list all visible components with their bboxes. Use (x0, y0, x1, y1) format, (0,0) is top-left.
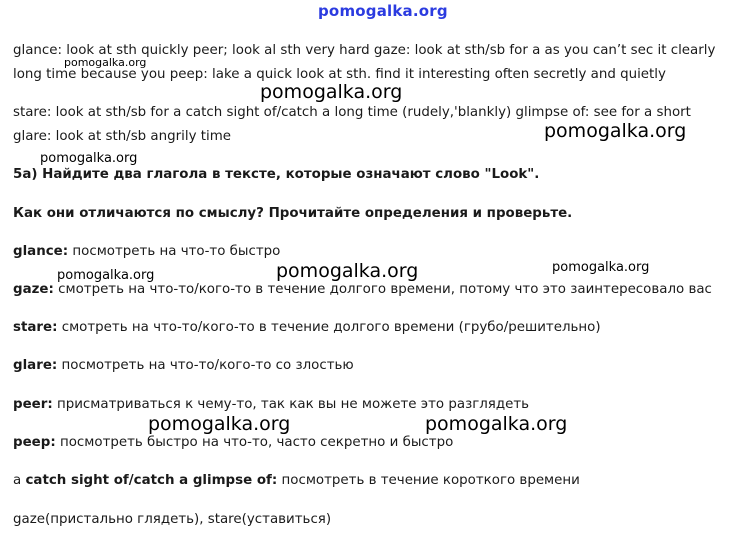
definition-text: посмотреть в течение короткого времени (277, 473, 580, 488)
definition-row (13, 319, 601, 337)
definition-text: посмотреть на что-то/кого-то со злостью (57, 358, 354, 373)
watermark: pomogalka.org (57, 268, 155, 283)
definition-term: glance: (13, 244, 69, 259)
watermark: pomogalka.org (276, 260, 419, 282)
definition-row (13, 281, 712, 299)
definition-row (13, 396, 529, 414)
definition-text: присматриваться к чему-то, так как вы не можете это разглядеть (52, 397, 530, 412)
task-question: Как они отличаются по смыслу? Прочитайте определения и проверьте. (13, 206, 573, 221)
english-line: glance: look at sth quickly peer; look al sth very hard gaze: look at sth/sb for a as you can’t sec it clearly (13, 43, 716, 58)
definition-text: посмотреть на что-то быстро (68, 244, 281, 259)
definition-term: peep: (13, 435, 56, 450)
task-instruction: 5a) Найдите два глагола в тексте, которые означают слово "Look". (13, 167, 540, 182)
definition-text: смотреть на что-то/кого-то в течение долгого времени, потому что это заинтересовало вас (53, 282, 712, 297)
watermark: pomogalka.org (40, 151, 138, 166)
watermark: pomogalka.org (552, 260, 650, 275)
watermark: pomogalka.org (544, 120, 687, 142)
watermark: pomogalka.org (64, 56, 147, 69)
definition-term: glare: (13, 358, 58, 373)
definition-term: catch sight of/catch a glimpse of: (25, 473, 278, 488)
summary-line: gaze(пристально глядеть), stare(уставиться) (13, 512, 332, 527)
watermark: pomogalka.org (148, 413, 291, 435)
definition-prefix: a (13, 473, 26, 488)
definition-text: посмотреть быстро на что-то, часто секретно и быстро (55, 435, 454, 450)
definition-row (13, 434, 453, 452)
definition-text: смотреть на что-то/кого-то в течение долгого времени (грубо/решительно) (57, 320, 601, 335)
definition-term: gaze: (13, 282, 54, 297)
watermark: pomogalka.org (425, 413, 568, 435)
definition-term: stare: (13, 320, 58, 335)
definition-row (13, 357, 354, 375)
definition-row (13, 472, 580, 490)
watermark: pomogalka.org (260, 81, 403, 103)
english-line: stare: look at sth/sb for a catch sight of/catch a long time (rudely,'blankly) glimpse of: see for a short (13, 105, 691, 120)
site-logo: pomogalka.org (318, 2, 448, 20)
definition-term: peer: (13, 397, 53, 412)
english-line: long time because you peep: lake a quick look at sth. find it interesting often secretly and quietly (13, 67, 666, 82)
definition-row (13, 243, 280, 261)
english-line: glare: look at sth/sb angrily time (13, 129, 232, 144)
